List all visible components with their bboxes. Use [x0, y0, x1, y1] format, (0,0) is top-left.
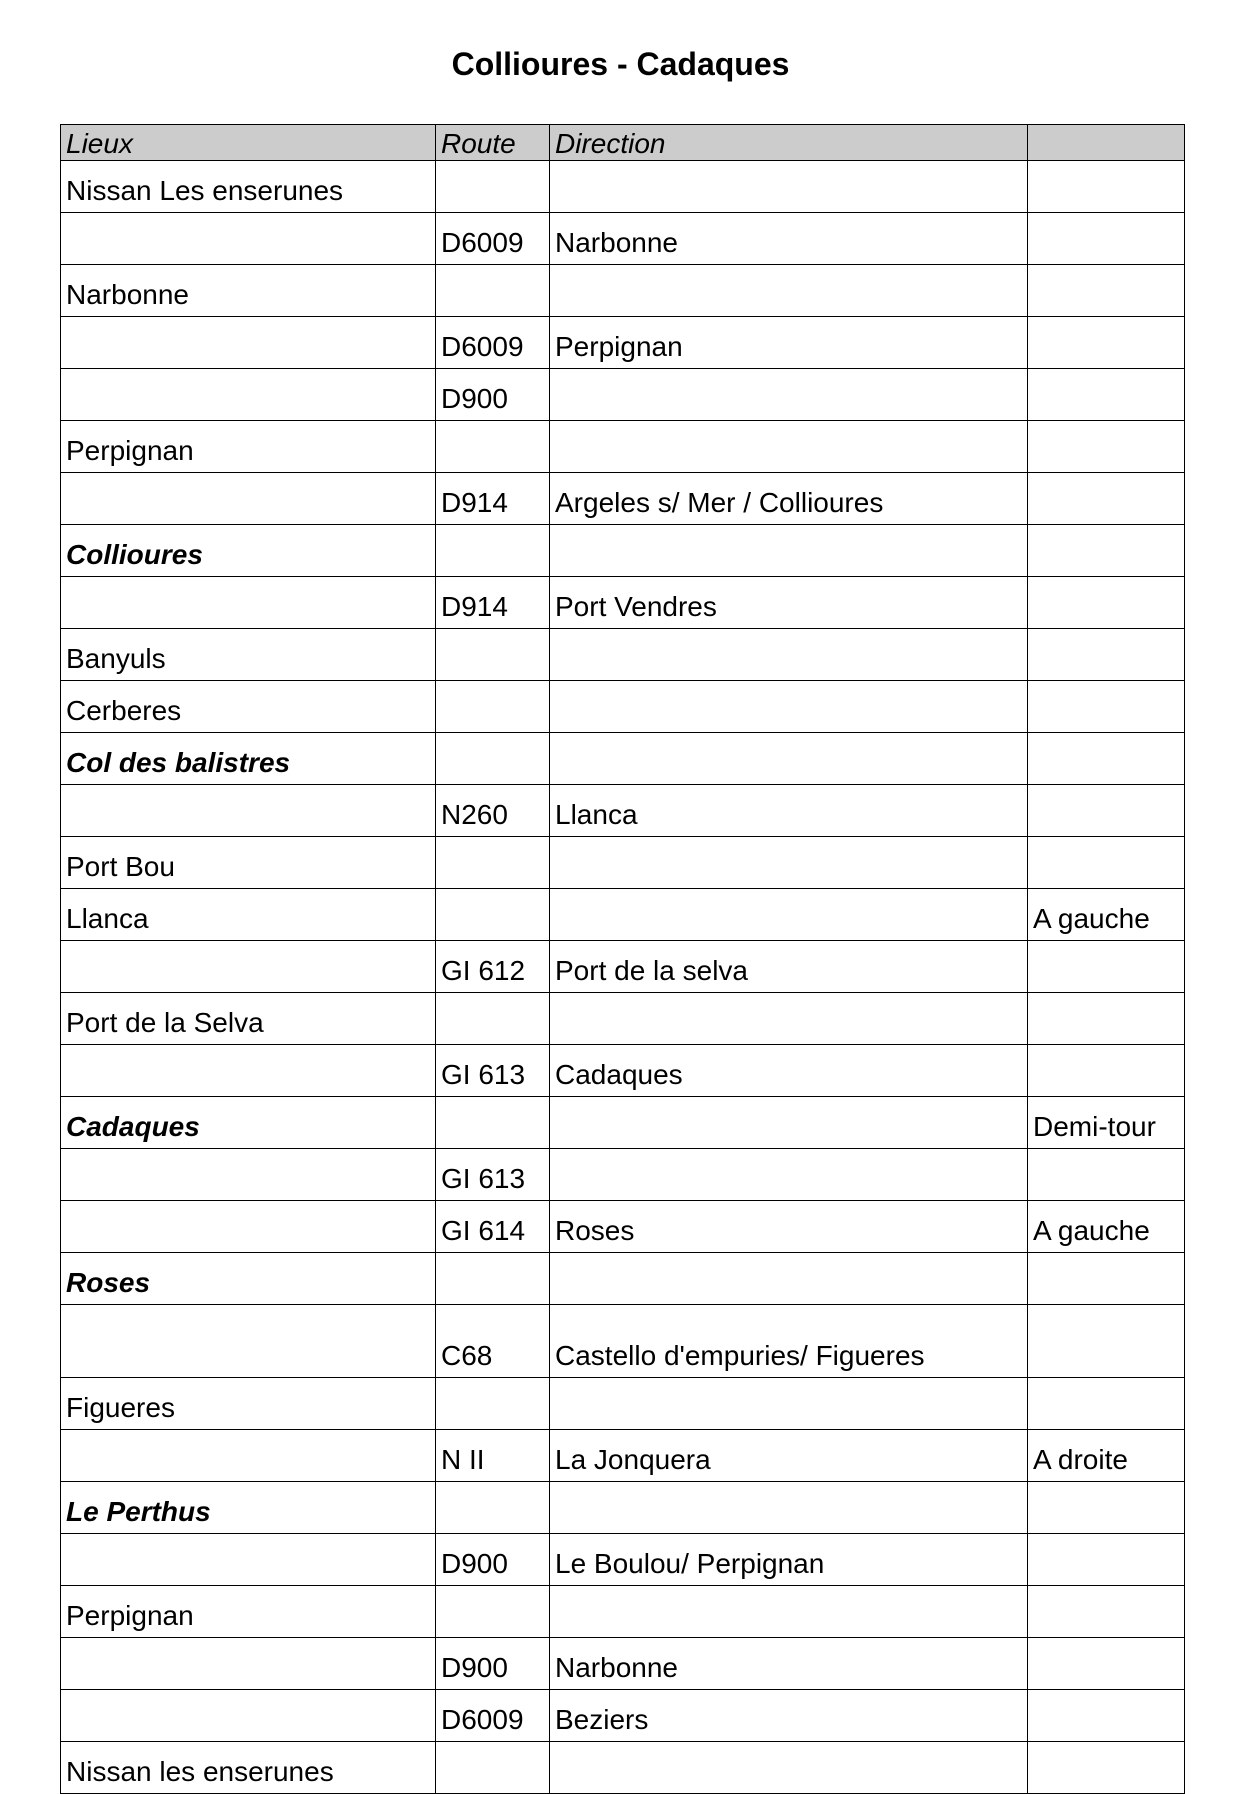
cell-note — [1028, 265, 1185, 317]
cell-lieux — [61, 1534, 436, 1586]
table-header-row — [61, 125, 1185, 161]
cell-lieux: Perpignan — [61, 1586, 436, 1638]
cell-route: GI 612 — [436, 941, 550, 993]
cell-route — [436, 1482, 550, 1534]
cell-route — [436, 525, 550, 577]
table-row — [61, 941, 1185, 993]
table-row — [61, 1430, 1185, 1482]
cell-direction — [550, 1149, 1028, 1201]
table-row — [61, 421, 1185, 473]
cell-lieux: Port Bou — [61, 837, 436, 889]
cell-note: Demi-tour — [1028, 1097, 1185, 1149]
table-row — [61, 889, 1185, 941]
cell-note — [1028, 785, 1185, 837]
cell-direction — [550, 681, 1028, 733]
cell-direction — [550, 525, 1028, 577]
cell-route: D914 — [436, 577, 550, 629]
cell-direction: Argeles s/ Mer / Collioures — [550, 473, 1028, 525]
cell-lieux — [61, 1430, 436, 1482]
cell-direction: Roses — [550, 1201, 1028, 1253]
cell-lieux — [61, 785, 436, 837]
cell-route — [436, 993, 550, 1045]
cell-direction — [550, 629, 1028, 681]
table-row — [61, 629, 1185, 681]
cell-direction — [550, 993, 1028, 1045]
cell-route — [436, 265, 550, 317]
cell-route: D6009 — [436, 317, 550, 369]
cell-note — [1028, 1742, 1185, 1794]
cell-direction: Castello d'empuries/ Figueres — [550, 1305, 1028, 1378]
cell-route: GI 614 — [436, 1201, 550, 1253]
table-row — [61, 1305, 1185, 1378]
table-row — [61, 525, 1185, 577]
cell-lieux: Cadaques — [61, 1097, 436, 1149]
cell-direction — [550, 733, 1028, 785]
cell-lieux: Narbonne — [61, 265, 436, 317]
cell-lieux: Nissan Les enserunes — [61, 161, 436, 213]
cell-note — [1028, 941, 1185, 993]
cell-note — [1028, 317, 1185, 369]
table-row — [61, 161, 1185, 213]
cell-lieux: Llanca — [61, 889, 436, 941]
cell-route: D6009 — [436, 1690, 550, 1742]
cell-note — [1028, 1305, 1185, 1378]
cell-direction — [550, 369, 1028, 421]
cell-direction — [550, 1253, 1028, 1305]
table-row — [61, 317, 1185, 369]
page-title: Collioures - Cadaques — [451, 46, 790, 82]
table-row — [61, 369, 1185, 421]
cell-direction: Llanca — [550, 785, 1028, 837]
cell-direction — [550, 421, 1028, 473]
table-row — [61, 1534, 1185, 1586]
cell-route — [436, 629, 550, 681]
header-note — [1028, 125, 1185, 161]
cell-lieux — [61, 473, 436, 525]
table-row — [61, 1045, 1185, 1097]
table-row — [61, 1482, 1185, 1534]
table-row — [61, 1201, 1185, 1253]
table-row — [61, 837, 1185, 889]
cell-direction: Perpignan — [550, 317, 1028, 369]
table-row — [61, 265, 1185, 317]
cell-note — [1028, 1534, 1185, 1586]
cell-lieux — [61, 1149, 436, 1201]
header-lieux: Lieux — [61, 125, 436, 161]
cell-direction — [550, 161, 1028, 213]
cell-note — [1028, 161, 1185, 213]
table-row — [61, 1586, 1185, 1638]
cell-lieux: Port de la Selva — [61, 993, 436, 1045]
cell-lieux — [61, 1201, 436, 1253]
table-row — [61, 1149, 1185, 1201]
table-row — [61, 1638, 1185, 1690]
cell-note — [1028, 525, 1185, 577]
cell-route: D900 — [436, 1638, 550, 1690]
cell-direction — [550, 1742, 1028, 1794]
cell-lieux: Le Perthus — [61, 1482, 436, 1534]
cell-note — [1028, 993, 1185, 1045]
cell-note — [1028, 1149, 1185, 1201]
cell-direction — [550, 1586, 1028, 1638]
cell-direction: Beziers — [550, 1690, 1028, 1742]
cell-lieux — [61, 941, 436, 993]
cell-direction — [550, 1482, 1028, 1534]
cell-route — [436, 733, 550, 785]
cell-route — [436, 1097, 550, 1149]
cell-note — [1028, 369, 1185, 421]
cell-lieux — [61, 577, 436, 629]
cell-note: A droite — [1028, 1430, 1185, 1482]
table-row — [61, 681, 1185, 733]
cell-direction — [550, 1097, 1028, 1149]
cell-route — [436, 1253, 550, 1305]
cell-lieux: Banyuls — [61, 629, 436, 681]
cell-direction: Narbonne — [550, 1638, 1028, 1690]
table-row — [61, 213, 1185, 265]
cell-note — [1028, 1638, 1185, 1690]
cell-route — [436, 421, 550, 473]
cell-route: N260 — [436, 785, 550, 837]
cell-lieux — [61, 213, 436, 265]
cell-lieux: Roses — [61, 1253, 436, 1305]
cell-lieux — [61, 1045, 436, 1097]
cell-lieux — [61, 1305, 436, 1378]
cell-direction — [550, 1378, 1028, 1430]
cell-note — [1028, 681, 1185, 733]
cell-note — [1028, 1253, 1185, 1305]
cell-note: A gauche — [1028, 889, 1185, 941]
header-route: Route — [436, 125, 550, 161]
cell-lieux — [61, 317, 436, 369]
cell-route — [436, 1378, 550, 1430]
cell-route: GI 613 — [436, 1149, 550, 1201]
cell-note — [1028, 1586, 1185, 1638]
cell-note — [1028, 1482, 1185, 1534]
table-row — [61, 1097, 1185, 1149]
cell-lieux — [61, 1638, 436, 1690]
cell-lieux — [61, 1690, 436, 1742]
cell-lieux: Collioures — [61, 525, 436, 577]
cell-lieux: Figueres — [61, 1378, 436, 1430]
cell-note — [1028, 837, 1185, 889]
cell-direction: Le Boulou/ Perpignan — [550, 1534, 1028, 1586]
cell-route: GI 613 — [436, 1045, 550, 1097]
cell-route — [436, 1586, 550, 1638]
cell-lieux: Perpignan — [61, 421, 436, 473]
cell-route — [436, 161, 550, 213]
cell-route: D914 — [436, 473, 550, 525]
cell-route: C68 — [436, 1305, 550, 1378]
cell-note — [1028, 1045, 1185, 1097]
cell-route: D900 — [436, 1534, 550, 1586]
cell-route — [436, 1742, 550, 1794]
table-row — [61, 1378, 1185, 1430]
itinerary-table — [60, 124, 1185, 1794]
cell-note — [1028, 629, 1185, 681]
cell-note — [1028, 213, 1185, 265]
header-direction: Direction — [550, 125, 1028, 161]
table-row — [61, 577, 1185, 629]
cell-note — [1028, 1690, 1185, 1742]
cell-route — [436, 681, 550, 733]
cell-note — [1028, 421, 1185, 473]
cell-lieux: Col des balistres — [61, 733, 436, 785]
cell-lieux: Nissan les enserunes — [61, 1742, 436, 1794]
table-row — [61, 733, 1185, 785]
cell-note — [1028, 473, 1185, 525]
cell-note — [1028, 733, 1185, 785]
cell-direction — [550, 837, 1028, 889]
table-row — [61, 473, 1185, 525]
cell-note — [1028, 1378, 1185, 1430]
cell-lieux: Cerberes — [61, 681, 436, 733]
cell-route: D6009 — [436, 213, 550, 265]
cell-route: N II — [436, 1430, 550, 1482]
cell-direction — [550, 265, 1028, 317]
cell-direction: Port de la selva — [550, 941, 1028, 993]
cell-lieux — [61, 369, 436, 421]
cell-route: D900 — [436, 369, 550, 421]
cell-route — [436, 837, 550, 889]
cell-direction: Port Vendres — [550, 577, 1028, 629]
table-row — [61, 1253, 1185, 1305]
cell-direction: Cadaques — [550, 1045, 1028, 1097]
cell-direction: Narbonne — [550, 213, 1028, 265]
cell-route — [436, 889, 550, 941]
table-row — [61, 1690, 1185, 1742]
table-row — [61, 1742, 1185, 1794]
table-row — [61, 993, 1185, 1045]
cell-direction — [550, 889, 1028, 941]
cell-direction: La Jonquera — [550, 1430, 1028, 1482]
table-row — [61, 785, 1185, 837]
cell-note: A gauche — [1028, 1201, 1185, 1253]
cell-note — [1028, 577, 1185, 629]
